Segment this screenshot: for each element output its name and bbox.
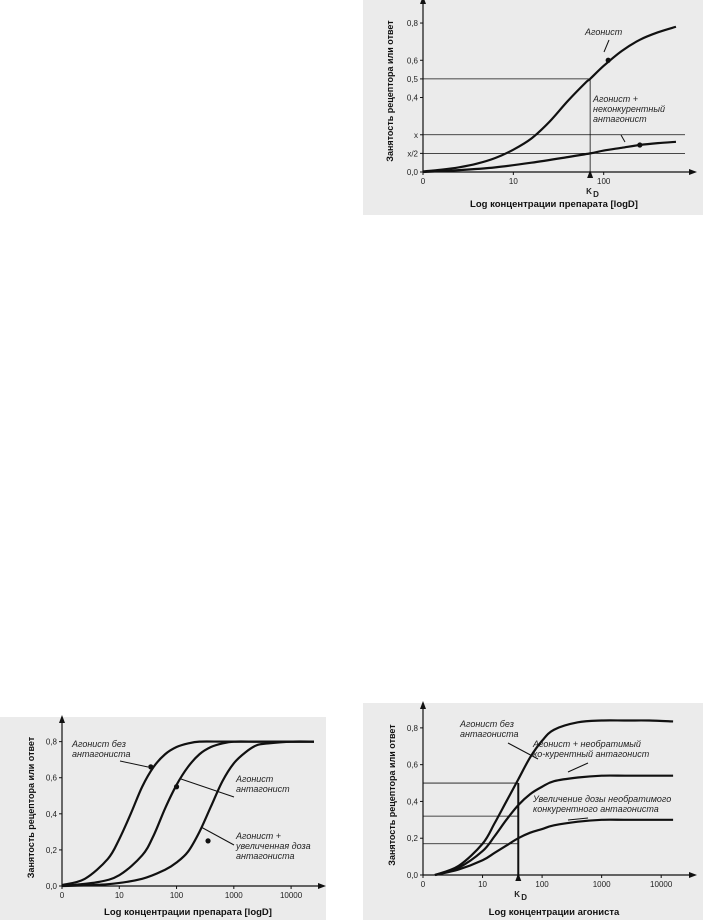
x-axis-arrow	[318, 883, 326, 889]
curve-marker	[174, 784, 179, 789]
kd-label: K	[586, 187, 592, 196]
series-line-2	[62, 741, 314, 886]
x-tick-label: 100	[535, 880, 549, 889]
x-tick-label: 100	[597, 177, 611, 186]
annotation-text: неконкурентный	[593, 104, 665, 114]
y-tick-label: 0,6	[45, 773, 57, 783]
y-tick-label: 0,0	[406, 871, 418, 880]
kd-arrow	[515, 873, 521, 881]
y-tick-label: 0,5	[406, 74, 418, 84]
x-tick-label: 10	[114, 891, 124, 900]
y-axis-arrow	[420, 0, 426, 4]
series-line-1	[62, 741, 314, 885]
x-axis-label: Log концентрации агониста	[488, 907, 620, 918]
annotation-pointer	[604, 40, 609, 52]
annotation-pointer	[181, 779, 234, 797]
annotation-pointer	[621, 135, 625, 142]
annotation-text: Агонист +	[236, 831, 282, 841]
y-tick-label: 0,8	[406, 723, 418, 733]
annotation-text: увеличенная доза	[236, 841, 311, 851]
x-tick-label: 10	[478, 880, 487, 889]
y-tick-label: 0,4	[406, 93, 418, 103]
series-line-3	[435, 820, 673, 875]
curve-marker	[637, 142, 642, 147]
y-axis-arrow	[420, 701, 426, 709]
x-tick-label: 0	[420, 880, 426, 889]
kd-label: K	[514, 890, 521, 899]
x-tick-label: 1000	[592, 880, 611, 889]
y-tick-label: 0,2	[406, 834, 418, 844]
annotation-text: антагониста	[236, 851, 295, 861]
annotation-text: Агонист без	[460, 719, 514, 729]
y-tick-label: 0,4	[406, 797, 418, 807]
annotation-text: Агонист	[585, 27, 623, 37]
annotation-pointer	[120, 761, 148, 767]
annotation-text: Агонист	[236, 774, 274, 784]
x-tick-label: 100	[169, 891, 184, 900]
chart-bottom-left-panel	[0, 717, 326, 920]
y-tick-label: 0,4	[45, 809, 57, 819]
annotation-text: антагонист	[593, 114, 647, 124]
y-tick-label: 0,8	[45, 737, 57, 747]
y-tick-label: x/2	[407, 149, 418, 159]
kd-arrow	[587, 170, 593, 178]
annotation-text: антагонист	[236, 784, 290, 794]
y-tick-label: 0,0	[406, 168, 418, 177]
y-axis-label: Занятость рецептора или ответ	[26, 736, 36, 879]
y-tick-label: 0,6	[406, 56, 418, 66]
kd-subscript: D	[521, 893, 528, 902]
y-tick-label: x	[414, 130, 418, 140]
y-tick-label: 0,6	[406, 760, 418, 770]
curve-marker	[606, 58, 611, 63]
y-axis-arrow	[59, 715, 65, 723]
annotation-text: Агонист + необратимый	[533, 739, 641, 749]
annotation-text: ко-курентный антагонист	[533, 749, 650, 759]
annotation-text: конкурентного антагониста	[533, 804, 659, 814]
x-tick-label: 10	[508, 177, 518, 186]
chart-bottom-right-panel	[363, 703, 703, 920]
x-axis-label: Log концентрации препарата [logD]	[104, 907, 272, 918]
curve-marker	[205, 838, 210, 843]
x-tick-label: 0	[420, 177, 426, 186]
x-axis-arrow	[689, 169, 697, 175]
x-tick-label: 10000	[650, 880, 673, 889]
y-axis-label: Занятость рецептора или ответ	[385, 20, 395, 162]
chart-bottom-left-svg	[0, 717, 326, 920]
chart-top-panel	[363, 0, 703, 215]
y-tick-label: 0,8	[406, 19, 418, 29]
annotation-text: антагониста	[72, 749, 131, 759]
x-tick-label: 0	[59, 891, 65, 900]
annotation-pointer	[568, 818, 588, 820]
y-tick-label: 0,0	[45, 882, 57, 891]
chart-top-svg	[363, 0, 703, 215]
x-axis-label: Log концентрации препарата [logD]	[470, 199, 638, 210]
x-tick-label: 10000	[279, 891, 303, 900]
annotation-text: Агонист +	[593, 94, 639, 104]
y-axis-label: Занятость рецептора или ответ	[387, 724, 397, 866]
x-axis-arrow	[689, 872, 697, 878]
kd-subscript: D	[593, 190, 599, 199]
x-tick-label: 1000	[224, 891, 243, 900]
chart-bottom-right-svg	[363, 703, 703, 920]
series-line-3	[62, 741, 314, 886]
y-tick-label: 0,2	[45, 845, 57, 855]
annotation-text: Агонист без	[72, 739, 126, 749]
annotation-pointer	[568, 763, 588, 772]
annotation-text: Увеличение дозы необратимого	[533, 794, 672, 804]
annotation-text: антагониста	[460, 729, 519, 739]
curve-marker	[148, 764, 153, 769]
